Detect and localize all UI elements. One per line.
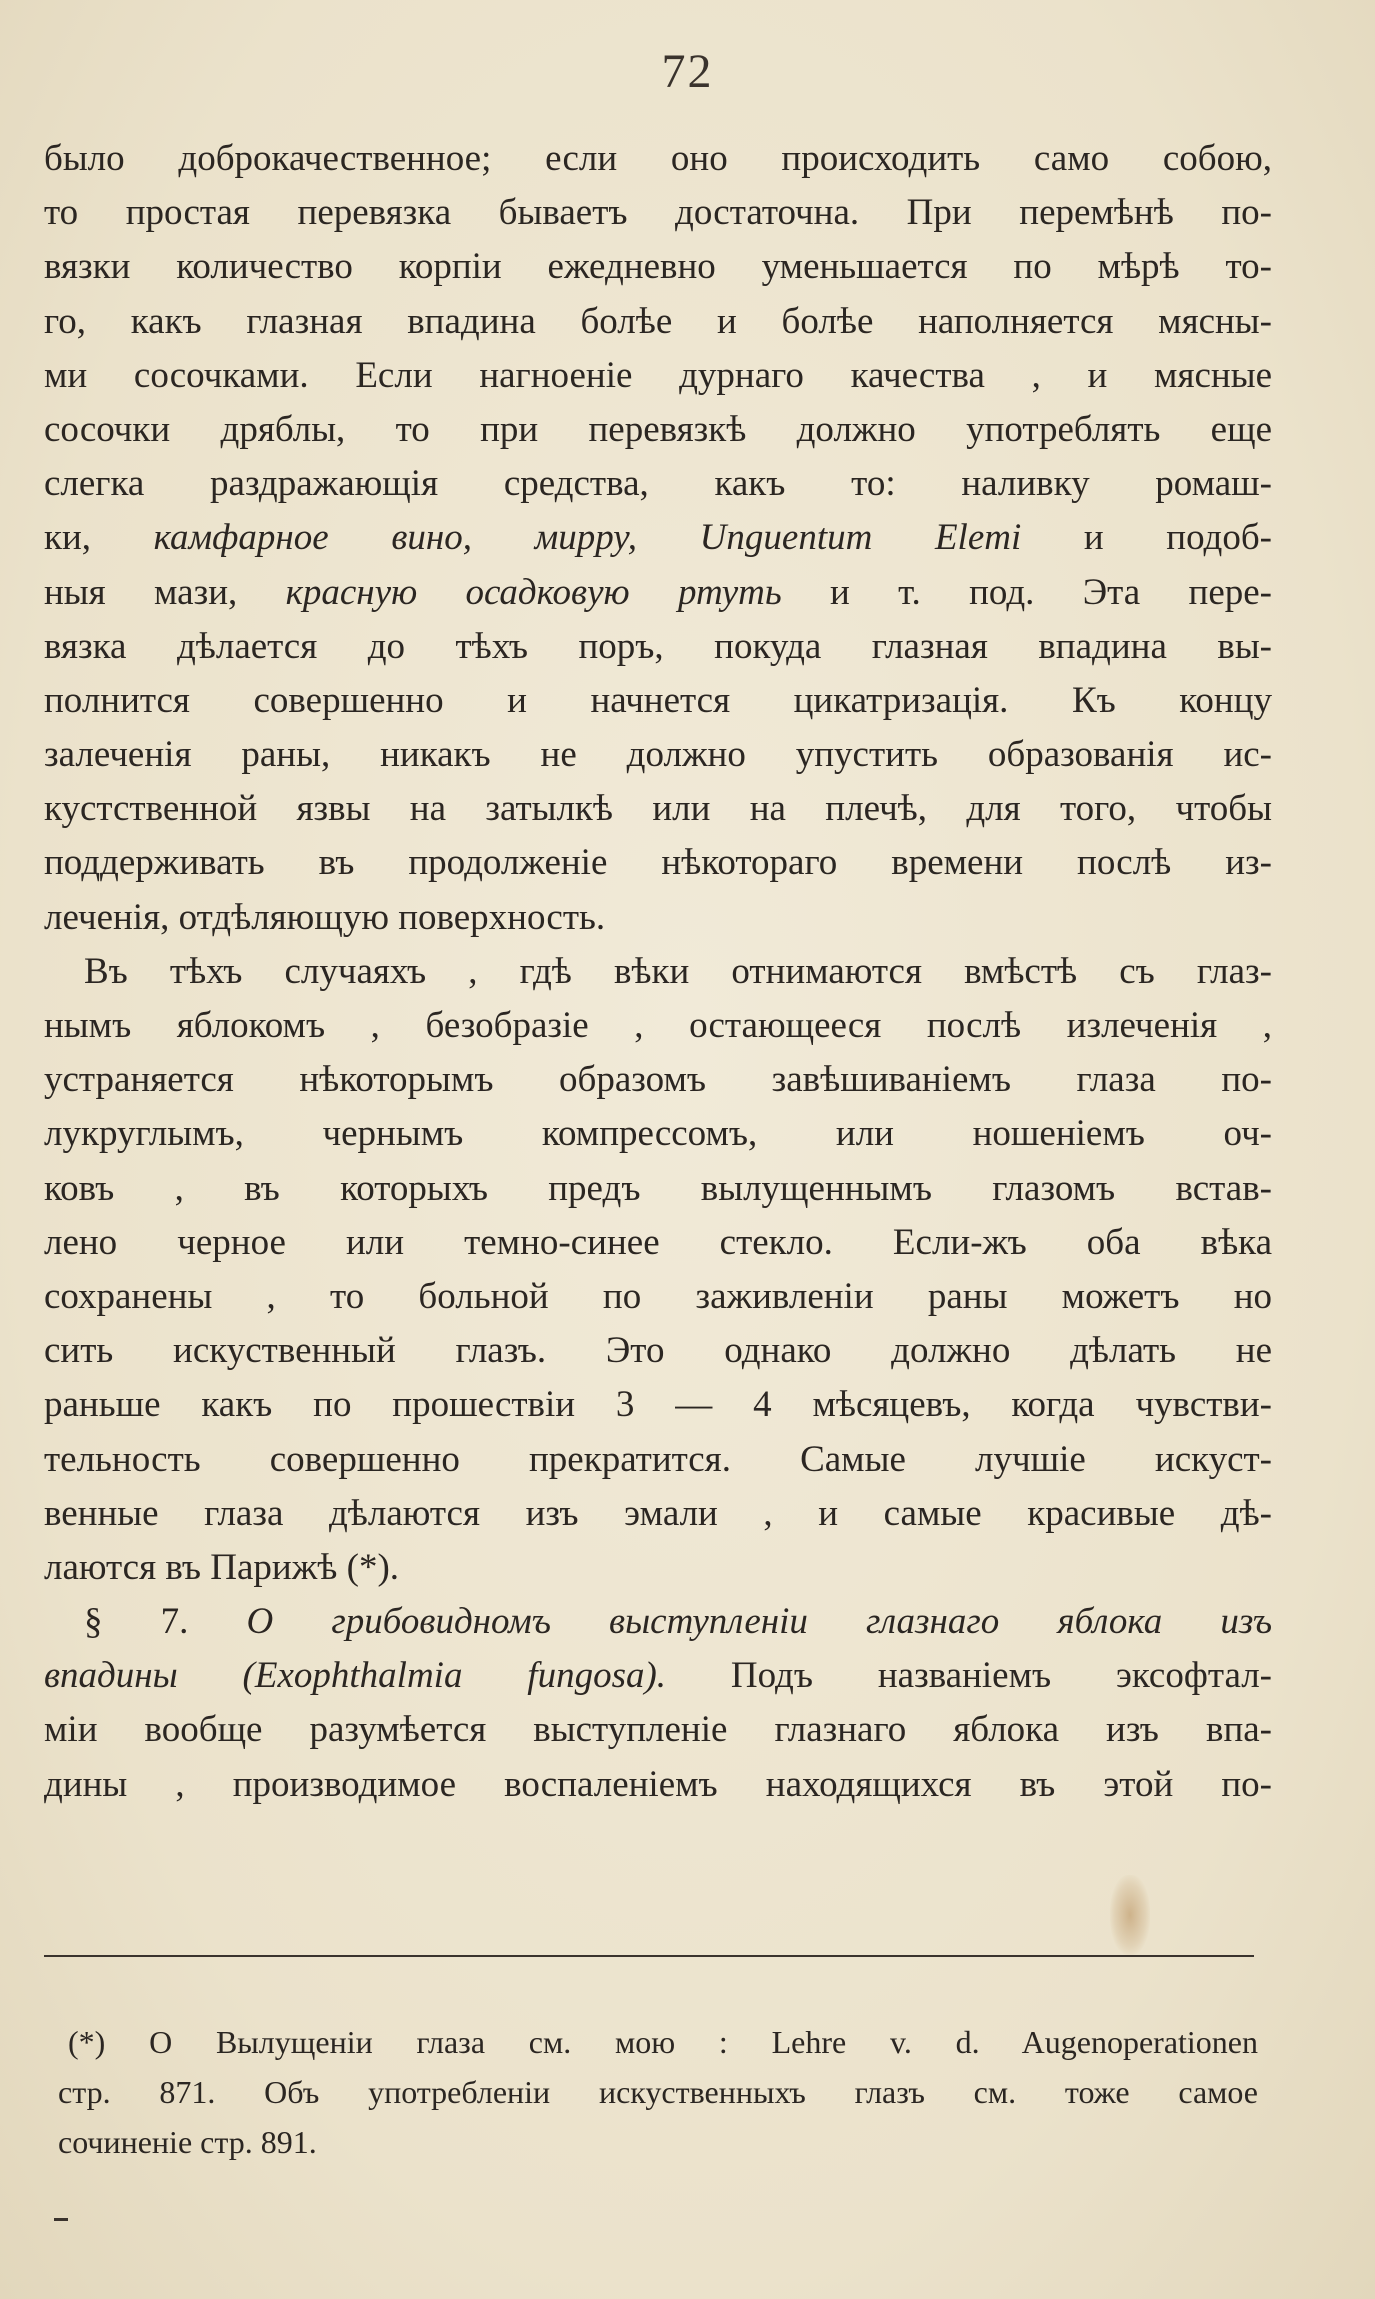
section-number: § 7. <box>84 1601 189 1643</box>
text-line: сить искуственный глазъ. Это однако должно дѣлать не <box>44 1330 1272 1372</box>
text-line: было доброкачественное; если оно происходить само собою, <box>44 138 1272 179</box>
text-fragment: ки, <box>44 517 154 559</box>
text-line: венные глаза дѣлаются изъ эмали , и самые красивые дѣ- <box>44 1492 1272 1534</box>
text-line: лукруглымъ, чернымъ компрессомъ, или ношеніемъ оч- <box>44 1113 1272 1155</box>
text-fragment: Подъ названіемъ эксофтал- <box>666 1655 1272 1697</box>
paper-stain <box>1110 1875 1150 1955</box>
section-heading-line <box>44 1595 1272 1649</box>
section-title-latin: впадины (Exophthalmia fungosa). <box>44 1655 667 1697</box>
text-line: міи вообще разумѣется выступленіе глазнаго яблока изъ впа- <box>44 1709 1272 1751</box>
text-line: то простая перевязка бываетъ достаточна. При перемѣнѣ по- <box>44 192 1272 234</box>
italic-remedies: камфарное вино, мирру, Unguentum Elemi <box>153 517 1022 559</box>
italic-remedy: красную осадковую ртуть <box>285 571 782 613</box>
footnote-divider <box>44 1955 1254 1957</box>
text-line: вязки количество корпіи ежедневно уменьшается по мѣрѣ то- <box>44 246 1272 288</box>
text-fragment: и т. под. Эта пере- <box>781 571 1272 613</box>
text-line: раньше какъ по прошествіи 3 — 4 мѣсяцевъ, когда чувстви- <box>44 1384 1272 1426</box>
text-fragment: и подоб- <box>1021 517 1272 559</box>
text-line-mixed <box>44 566 1272 620</box>
text-line: тельность совершенно прекратится. Самые лучшіе искуст- <box>44 1438 1272 1480</box>
section-heading-line <box>44 1649 1272 1703</box>
text-line: нымъ яблокомъ , безобразіе , остающееся послѣ излеченія , <box>44 1005 1272 1046</box>
main-text <box>44 132 1272 1812</box>
text-line: Въ тѣхъ случаяхъ , гдѣ вѣки отнимаются вмѣстѣ съ глаз- <box>84 950 1272 992</box>
text-line: сохранены , то больной по заживленіи раны можетъ но <box>44 1275 1272 1317</box>
text-line: ковъ , въ которыхъ предъ вылущеннымъ глазомъ встав- <box>44 1167 1272 1209</box>
text-line: сосочки дряблы, то при перевязкѣ должно употреблять еще <box>44 408 1272 450</box>
text-line: слегка раздражающія средства, какъ то: наливку ромаш- <box>44 463 1272 505</box>
text-line: залеченія раны, никакъ не должно упустить образованія ис- <box>44 734 1272 776</box>
text-line: лено черное или темно-синее стекло. Если-жъ оба вѣка <box>44 1221 1272 1263</box>
page-number: 72 <box>661 45 714 98</box>
margin-mark <box>54 2218 68 2221</box>
text-line: вязка дѣлается до тѣхъ поръ, покуда глазная впадина вы- <box>44 625 1272 667</box>
footnote-line: стр. 871. Объ употребленіи искуственныхъ глазъ см. тоже самое <box>58 2074 1258 2110</box>
text-line: ми сосочками. Если нагноеніе дурнаго качества , и мясные <box>44 354 1272 396</box>
text-line: лаются въ Парижѣ (*). <box>44 1546 400 1588</box>
footnote <box>58 2017 1258 2167</box>
text-line: устраняется нѣкоторымъ образомъ завѣшиваніемъ глаза по- <box>44 1059 1272 1101</box>
text-line-mixed <box>44 511 1272 565</box>
footnote-line: сочиненіе стр. 891. <box>58 2124 317 2160</box>
text-line: дины , производимое воспаленіемъ находящихся въ этой по- <box>44 1763 1272 1805</box>
text-line: поддерживать въ продолженіе нѣкотораго времени послѣ из- <box>44 842 1272 884</box>
section-title: О грибовидномъ выступленіи глазнаго яблока изъ <box>246 1601 1272 1643</box>
text-line: леченія, отдѣляющую поверхность. <box>44 896 606 938</box>
text-line: полнится совершенно и начнется цикатризація. Къ концу <box>44 679 1272 721</box>
footnote-line: (*) О Вылущеніи глаза см. мою : Lehre v. d. Augenoperationen <box>68 2024 1258 2060</box>
text-line: го, какъ глазная впадина болѣе и болѣе наполняется мясны- <box>44 300 1272 342</box>
text-line: кустственной язвы на затылкѣ или на плечѣ, для того, чтобы <box>44 788 1272 830</box>
text-fragment: ныя мази, <box>44 571 286 613</box>
